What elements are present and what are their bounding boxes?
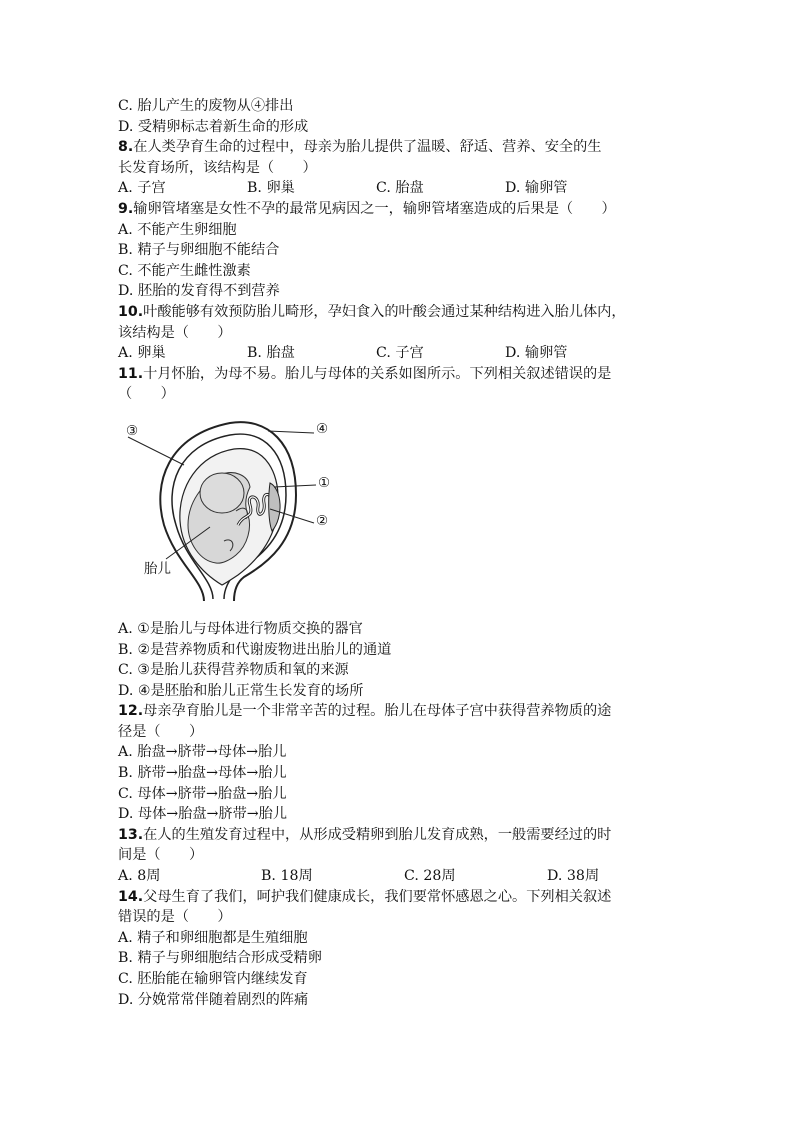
q14-stem-line1: 父母生育了我们，呵护我们健康成长，我们要常怀感恩之心。下列相关叙述 — [143, 888, 612, 905]
q10-option-a: A. 卵巢 — [118, 345, 166, 362]
q12-option-b: B. 脐带→胎盘→母体→胎儿 — [118, 765, 287, 782]
q10-options — [118, 343, 688, 364]
q10-option-c: C. 子宫 — [376, 345, 424, 362]
q9-number: 9. — [118, 200, 134, 217]
q11-stem-line1: 十月怀胎，为母不易。胎儿与母体的关系如图所示。下列相关叙述错误的是 — [143, 365, 612, 382]
q14-number: 14. — [118, 888, 144, 905]
uterus-fetus-diagram — [118, 413, 378, 605]
q14-option-d: D. 分娩常常伴随着剧烈的阵痛 — [118, 991, 309, 1008]
q12-option-c: C. 母体→脐带→胎盘→胎儿 — [118, 785, 287, 802]
q9-option-a: A. 不能产生卵细胞 — [118, 221, 237, 238]
q8-stem-line2: 长发育场所，该结构是（ ） — [118, 159, 317, 176]
q13-stem-line2: 间是（ ） — [118, 847, 204, 864]
q11-number: 11. — [118, 365, 144, 382]
q12-stem-line2: 径是（ ） — [118, 723, 204, 740]
figure-label-1: ① — [318, 474, 331, 491]
q8-option-b: B. 卵巢 — [247, 180, 295, 197]
exam-page — [118, 96, 688, 1010]
q14-stem-line2: 错误的是（ ） — [118, 909, 232, 926]
q14-stem — [118, 887, 688, 908]
q8-options — [118, 178, 688, 199]
q13-option-b: B. 18周 — [261, 868, 313, 885]
q14-option-c: C. 胚胎能在输卵管内继续发育 — [118, 971, 308, 987]
q14-option-a: A. 精子和卵细胞都是生殖细胞 — [118, 929, 308, 946]
q10-stem-line2: 该结构是（ ） — [118, 324, 232, 341]
q9-stem-line1: 输卵管堵塞是女性不孕的最常见病因之一，输卵管堵塞造成的后果是（ ） — [133, 200, 616, 217]
q7-option-d: D. 受精卵标志着新生命的形成 — [118, 118, 309, 135]
q10-option-d: D. 输卵管 — [505, 345, 568, 362]
q11-option-b: B. ②是营养物质和代谢废物进出胎儿的通道 — [118, 641, 392, 658]
q13-options — [118, 866, 688, 887]
q14-option-b: B. 精子与卵细胞结合形成受精卵 — [118, 950, 322, 967]
q12-stem-line1: 母亲孕育胎儿是一个非常辛苦的过程。胎儿在母体子宫中获得营养物质的途 — [143, 703, 612, 720]
q8-option-d: D. 输卵管 — [505, 180, 568, 197]
q9-option-b: B. 精子与卵细胞不能结合 — [118, 242, 280, 259]
q13-stem — [118, 825, 688, 846]
q12-stem — [118, 701, 688, 722]
q12-number: 12. — [118, 703, 144, 720]
q10-option-b: B. 胎盘 — [247, 345, 295, 362]
q12-option-a: A. 胎盘→脐带→母体→胎儿 — [118, 744, 287, 761]
figure-label-fetus: 胎儿 — [144, 560, 171, 577]
q13-option-a: A. 8周 — [118, 868, 161, 885]
q13-option-c: C. 28周 — [404, 868, 456, 885]
q10-number: 10. — [118, 303, 144, 320]
q8-option-c: C. 胎盘 — [376, 180, 424, 197]
q10-stem — [118, 302, 688, 323]
figure-label-3: ③ — [126, 422, 139, 439]
q9-stem — [118, 199, 688, 220]
figure-label-4: ④ — [316, 420, 329, 437]
q13-option-d: D. 38周 — [547, 868, 600, 885]
q8-stem-line1: 在人类孕育生命的过程中，母亲为胎儿提供了温暖、舒适、营养、安全的生 — [133, 139, 602, 156]
q11-stem-line2: （ ） — [118, 386, 175, 403]
q8-stem — [118, 137, 688, 158]
figure-label-2: ② — [316, 512, 329, 529]
q11-option-c: C. ③是胎儿获得营养物质和氧的来源 — [118, 662, 349, 679]
q10-stem-line1: 叶酸能够有效预防胎儿畸形，孕妇食入的叶酸会通过某种结构进入胎儿体内， — [143, 303, 626, 320]
q8-option-a: A. 子宫 — [118, 180, 166, 197]
q11-stem — [118, 364, 688, 385]
q13-number: 13. — [118, 826, 144, 843]
q8-number: 8. — [118, 139, 134, 156]
q11-option-a: A. ①是胎儿与母体进行物质交换的器官 — [118, 620, 363, 637]
q11-option-d: D. ④是胚胎和胎儿正常生长发育的场所 — [118, 682, 364, 699]
q13-stem-line1: 在人的生殖发育过程中，从形成受精卵到胎儿发育成熟，一般需要经过的时 — [143, 826, 612, 843]
q9-option-d: D. 胚胎的发育得不到营养 — [118, 283, 280, 300]
q12-option-d: D. 母体→胎盘→脐带→胎儿 — [118, 806, 288, 823]
q7-option-c: C. 胎儿产生的废物从④排出 — [118, 98, 294, 114]
q9-option-c: C. 不能产生雌性激素 — [118, 262, 251, 279]
